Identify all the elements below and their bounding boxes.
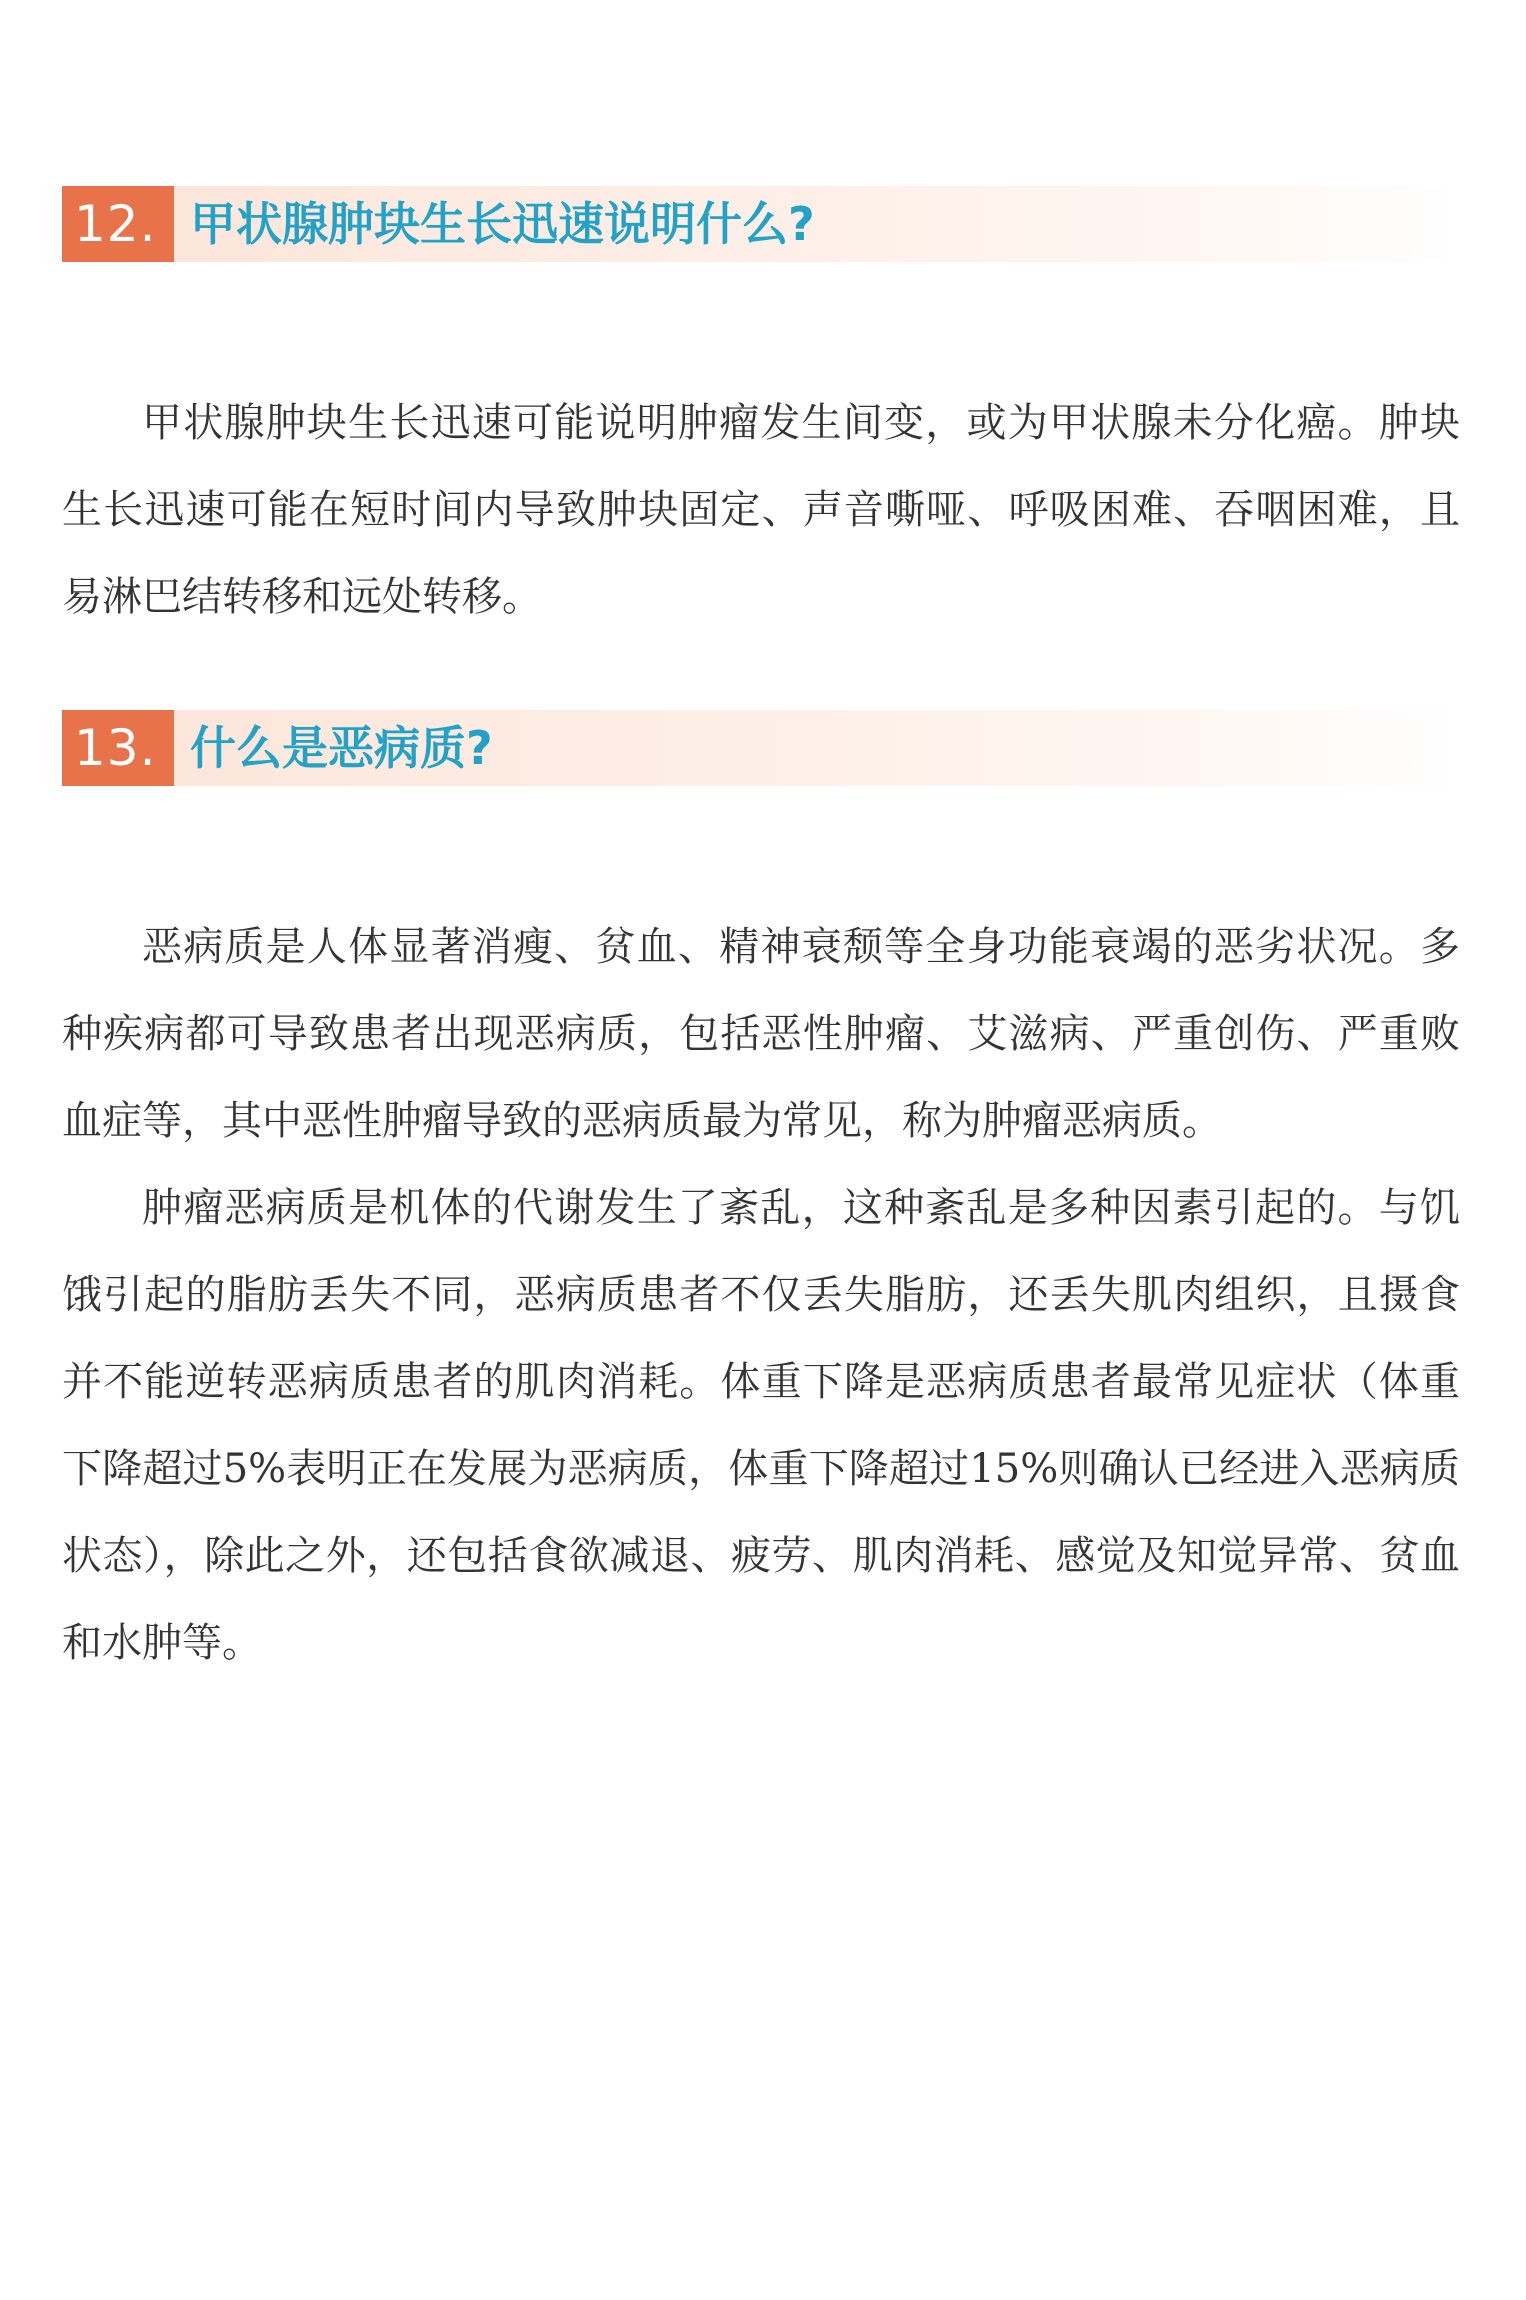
section-heading	[62, 186, 1460, 262]
paragraph: 甲状腺肿块生长迅速可能说明肿瘤发生间变，或为甲状腺未分化癌。肿块生长迅速可能在短时间内导致肿块固定、声音嘶哑、呼吸困难、吞咽困难，且易淋巴结转移和远处转移。	[62, 400, 1460, 620]
section-body	[62, 904, 1460, 1687]
section-12	[62, 186, 1460, 641]
section-title: 什么是恶病质?	[190, 721, 493, 775]
section-heading	[62, 710, 1460, 786]
paragraph: 恶病质是人体显著消瘦、贫血、精神衰颓等全身功能衰竭的恶劣状况。多种疾病都可导致患者出现恶病质，包括恶性肿瘤、艾滋病、严重创伤、严重败血症等，其中恶性肿瘤导致的恶病质最为常见，称为肿瘤恶病质。	[62, 924, 1460, 1144]
section-body	[62, 380, 1460, 641]
paragraph: 肿瘤恶病质是机体的代谢发生了紊乱，这种紊乱是多种因素引起的。与饥饿引起的脂肪丢失不同，恶病质患者不仅丢失脂肪，还丢失肌肉组织，且摄食并不能逆转恶病质患者的肌肉消耗。体重下降是恶病质患者最常见症状（体重下降超过5%表明正在发展为恶病质，体重下降超过15%则确认已经进入恶病质状态），除此之外，还包括食欲减退、疲劳、肌肉消耗、感觉及知觉异常、贫血和水肿等。	[62, 1185, 1460, 1666]
section-number-badge: 13.	[62, 710, 174, 786]
section-title: 甲状腺肿块生长迅速说明什么?	[190, 197, 815, 251]
section-13	[62, 710, 1460, 1687]
section-number-badge: 12.	[62, 186, 174, 262]
